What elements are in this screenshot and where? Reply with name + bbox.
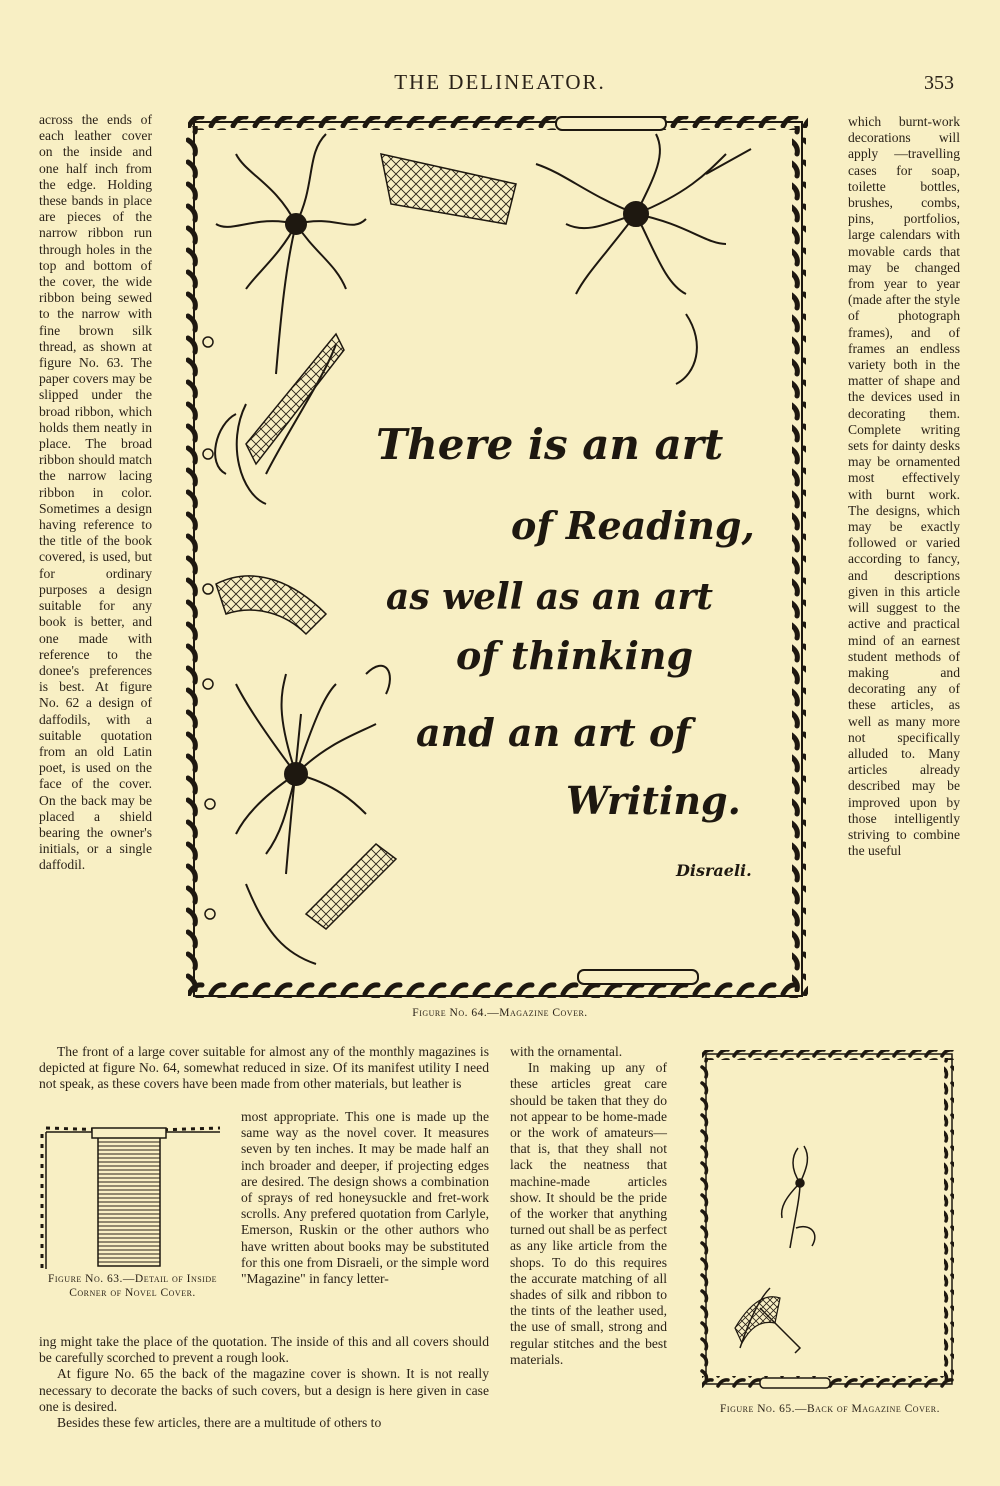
- figure-63-detail: [40, 1124, 225, 1274]
- magazine-cover-illustration: [186, 114, 810, 1004]
- left-column-text: [39, 112, 152, 874]
- back-cover-illustration: [700, 1048, 960, 1393]
- paragraph-inside: ing might take the place of the quotation. The inside of this and all covers should be carefully scorched to prevent a rough look.: [39, 1334, 489, 1366]
- paragraph-figure-65: At figure No. 65 the back of the magazine cover is shown. It is not really necessary to decorate the backs of such covers, but a design is here given in case one is desired.: [39, 1366, 489, 1414]
- quote-line-1: There is an art: [376, 420, 724, 469]
- figure-64-caption: Figure No. 64.—Magazine Cover.: [412, 1007, 588, 1019]
- quote-line-2: of Reading,: [511, 503, 755, 548]
- page-number: 353: [924, 72, 954, 94]
- left-column-paragraph: across the ends of each leather cover on the inside and one half inch from the edge. Holding these bands in place are pieces of the narrow ribbon run through holes in the top and bottom of the cover, the wide ribbon being sewed to the narrow with fine brown silk thread, as shown at figure No. 63. The paper covers may be slipped under the broad ribbon, which holds them neatly in place. The broad ribbon should match the narrow lacing ribbon in color. Sometimes a design having reference to the title of the book covered, is used, but for ordinary purposes a design suitable for any book is better, and one made with reference to the donee's preferences is best. At figure No. 62 a design of daffodils, with a suitable quotation from an old Latin poet, is used on the face of the cover. On the back may be placed a shield bearing the owner's initials, or a single daffodil.: [39, 112, 152, 873]
- running-header: THE DELINEATOR.: [394, 70, 606, 94]
- figure-64-magazine-cover: [186, 114, 810, 1004]
- paragraph-front-cover: The front of a large cover suitable for almost any of the monthly magazines is depicted at figure No. 64, somewhat reduced in size. Of its manifest utility I need not speak, as these covers have been made from other materials, but leather is: [39, 1044, 489, 1092]
- middle-column-paragraph-2: In making up any of these articles great care should be taken that they do not appear to be home-made or the work of amateurs—that is, that they shall not lack the neatness that machine-made articles show. It should be the pride of the worker that anything turned out shall be as perfect as any like article from the shops. To do this requires the accurate matching of all shades of silk and ribbon to the tints of the leather used, the use of small, strong and regular stitches and the best materials.: [510, 1060, 667, 1367]
- bottom-left-paragraph-b: [39, 1334, 489, 1431]
- quote-line-6: Writing.: [566, 778, 741, 823]
- quote-line-5: and an art of: [416, 710, 691, 755]
- quote-signature: Disraeli.: [676, 861, 752, 880]
- right-column-paragraph: which burnt-work decorations will apply —travelling cases for soap, toilette bottles, brushes, combs, pins, portfolios, large calendars with movable cards that may be changed from year to year (made after the style of photograph frames), and of frames an endless variety both in the matter of shape and the devices used in decorating them. Complete writing sets for dainty desks may be ornamented most effectively with burnt work. The designs, which may be exactly followed or varied according to fancy, and descriptions given in this article will suggest to the active and practical mind of an earnest student methods of making and decorating any of these articles, as well as many more not specifically alluded to. Many articles already described may be improved upon by those intelligently striving to combine the useful: [848, 114, 960, 859]
- middle-column-paragraph-1: with the ornamental.: [510, 1044, 623, 1059]
- right-column-text: [848, 114, 960, 859]
- wrap-paragraph: [241, 1109, 489, 1287]
- figure-65-caption: Figure No. 65.—Back of Magazine Cover.: [720, 1403, 940, 1415]
- bottom-left-paragraph-a: [39, 1044, 489, 1093]
- paragraph-wrap: most appropriate. This one is made up the same way as the novel cover. It measures seven by ten inches. It may be made half an inch broader and deeper, if projecting edges are desired. The design shows a combination of sprays of red honeysuckle and fret-work scrolls. Any prefered quotation from Carlyle, Emerson, Ruskin or the other authors who have written about books may be substituted for this one from Disraeli, or the simple word "Magazine" in fancy letter-: [241, 1109, 489, 1287]
- paragraph-besides: Besides these few articles, there are a multitude of others to: [57, 1415, 382, 1431]
- figure-63-caption: Figure No. 63.—Detail of Inside Corner of Novel Cover.: [47, 1273, 218, 1299]
- quote-line-4: of thinking: [456, 633, 694, 678]
- middle-column-text: [510, 1044, 667, 1368]
- inside-corner-illustration: [40, 1124, 225, 1274]
- figure-65-back-cover: [700, 1048, 960, 1393]
- quote-line-3: as well as an art: [386, 576, 713, 618]
